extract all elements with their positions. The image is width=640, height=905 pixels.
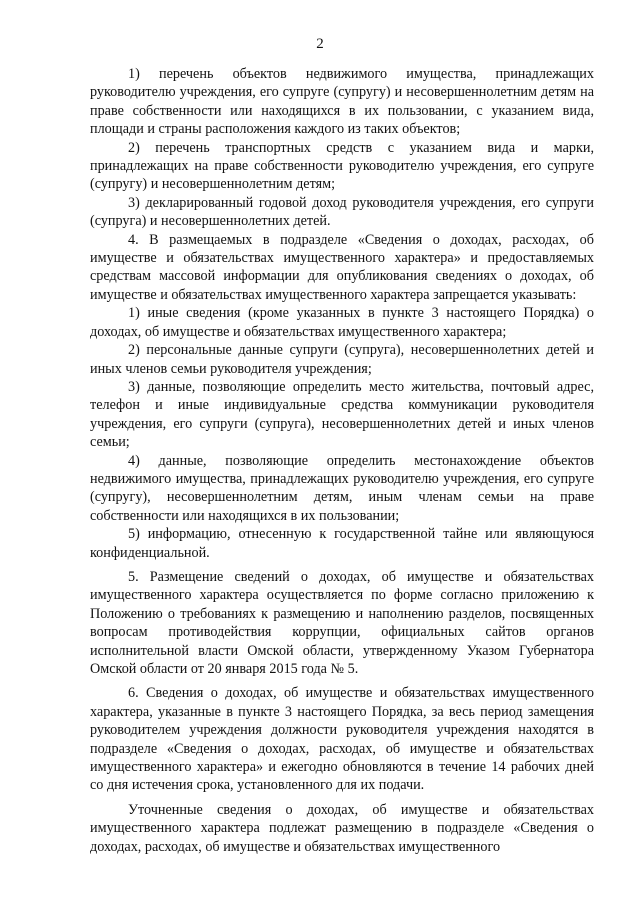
paragraph-point-6: 6. Сведения о доходах, об имуществе и обязательствах имущественного характера, указанные в пункте 3 настоящего Порядка, за весь период замещения руководителем учреждения должности руководителя учреждения находятся в подразделе «Сведения о доходах, расходах, об имуществе и обязательствах имущественного характера» и ежегодно обновляются в течение 14 рабочих дней со дня истечения срока, установленного для их подачи. [90, 685, 594, 794]
paragraph-point-5: 5. Размещение сведений о доходах, об имуществе и обязательствах имущественного характера осуществляется по форме согласно приложению к Положению о требованиях к размещению и наполнению разделов, посвященных вопросам противодействия коррупции, официальных сайтов органов исполнительной власти Омской области, утвержденному Указом Губернатора Омской области от 20 января 2015 года № 5. [90, 568, 594, 677]
paragraph-subitem-1: 1) иные сведения (кроме указанных в пункте 3 настоящего Порядка) о доходах, об имуществе и обязательствах имущественного характера; [90, 305, 594, 340]
document-body [90, 65, 594, 856]
paragraph-item-3: 3) декларированный годовой доход руководителя учреждения, его супруги (супруга) и несовершеннолетних детей. [90, 194, 594, 230]
paragraph-updated-info: Уточненные сведения о доходах, об имуществе и обязательствах имущественного характера подлежат размещению в подразделе «Сведения о доходах, расходах, об имуществе и обязательствах имущественного [90, 801, 594, 855]
page-number: 2 [316, 36, 324, 52]
paragraph-subitem-3: 3) данные, позволяющие определить место жительства, почтовый адрес, телефон и иные индивидуальные средства коммуникации руководителя учреждения, его супруги (супруга), несовершеннолетних детей и иных членов семьи; [90, 378, 594, 451]
paragraph-subitem-4: 4) данные, позволяющие определить местонахождение объектов недвижимого имущества, принадлежащих руководителю учреждения, его супруге (супругу), несовершеннолетним детям, иным членам семьи на праве собственности или находящихся в их пользовании; [90, 452, 594, 524]
paragraph-item-2: 2) перечень транспортных средств с указанием вида и марки, принадлежащих на праве собственности руководителю учреждения, его супруге (супругу) и несовершеннолетним детям; [90, 139, 594, 193]
paragraph-subitem-5: 5) информацию, отнесенную к государственной тайне или являющуюся конфиденциальной. [90, 526, 594, 561]
paragraph-item-1: 1) перечень объектов недвижимого имущества, принадлежащих руководителю учреждения, его супруге (супругу) и несовершеннолетним детям на праве собственности или находящихся в их пользовании, с указанием вида, площади и страны расположения каждого из таких объектов; [90, 66, 594, 138]
paragraph-point-4: 4. В размещаемых в подразделе «Сведения о доходах, расходах, об имуществе и обязательствах имущественного характера» и предоставляемых средствам массовой информации для опубликования сведениях о доходах, об имуществе и обязательствах имущественного характера запрещается указывать: [90, 231, 594, 303]
paragraph-subitem-2: 2) персональные данные супруги (супруга), несовершеннолетних детей и иных членов семьи руководителя учреждения; [90, 342, 594, 377]
